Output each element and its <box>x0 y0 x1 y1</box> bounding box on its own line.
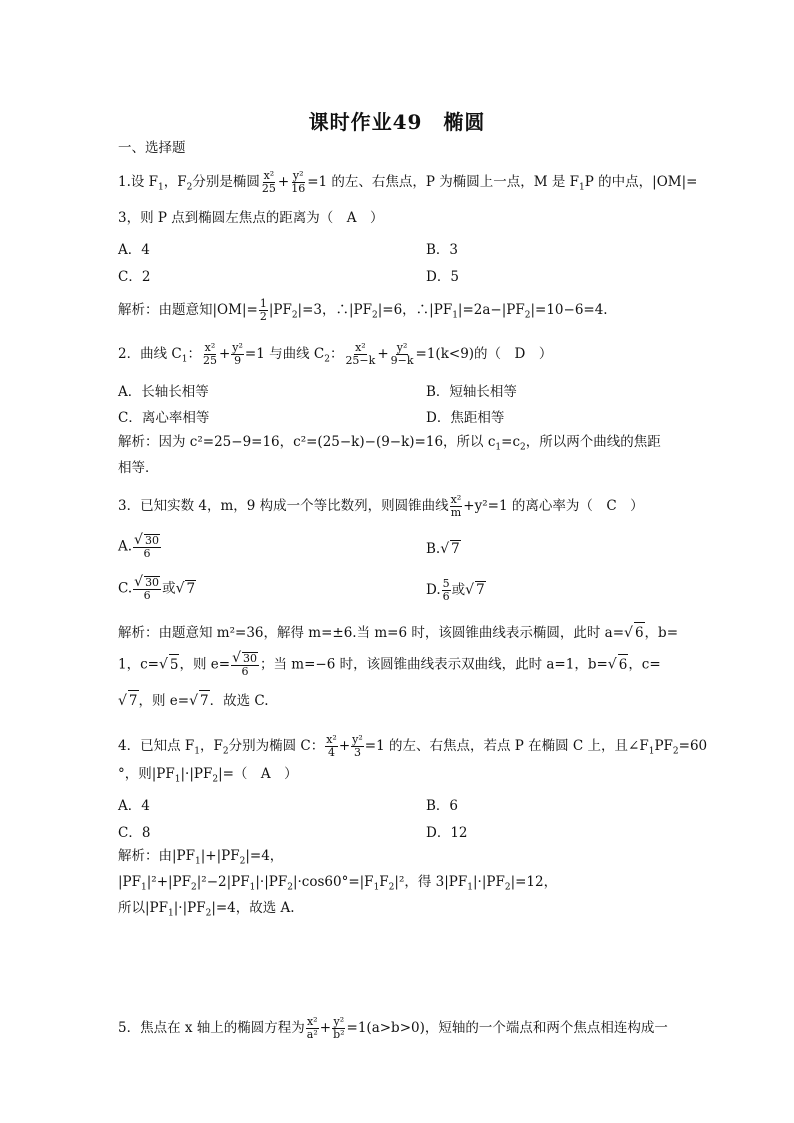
question-4-solution-end: 所以$|PF_1|\cdot|PF_2|=4$，故选 A. <box>118 900 295 919</box>
question-2-option-a: A．长轴长相等 <box>118 384 209 400</box>
question-3-option-a: A. $\frac{√ 30}{6}$ <box>118 532 159 560</box>
question-1-option-d: D．5 <box>426 269 459 285</box>
question-5-stem: 5．焦点在 x 轴上的椭圆方程为 $\frac{\text{x²}}{\text{a²}}$ + $\frac{\text{y²}}{\text{b²}}$ =1(a>b>0)，短轴的一个端点和两个焦点相连构成一 <box>118 1015 668 1041</box>
question-2-option-d: D．焦距相等 <box>426 410 505 426</box>
section-heading: 一、选择题 <box>118 140 186 156</box>
question-3-option-d: D. $\frac{5}{6}$ 或√ 7 <box>426 577 485 603</box>
fraction: $\frac{5}{6}$ <box>442 577 450 603</box>
fraction: $\frac{1}{2}$ <box>259 297 267 323</box>
question-4-stem: 4．已知点 $F_1$，$F_2$分别为椭圆 C： $\frac{\text{x²}}{4}$ + $\frac{\text{y²}}{3}$ =1 的左、右焦点，若点 P 在椭圆 C 上，且$\angle F_1PF_2=60$ <box>118 733 708 759</box>
question-4-option-c: C．8 <box>118 825 151 841</box>
question-4-solution-cont: $|PF_1|^2+|PF_2|^2-2|PF_1|\cdot|PF_2|\cdot\cos 60^\circ=|F_1F_2|^2$，得 $3|PF_1|\cdot|PF_2|=12$， <box>118 874 558 893</box>
page-title: 课时作业49 椭圆 <box>308 110 486 134</box>
sqrt-icon: √ <box>232 650 241 666</box>
question-4-stem-cont: °，则$|PF_1|\cdot|PF_2|=$（ A ） <box>118 766 298 785</box>
sqrt-icon: √ <box>624 625 633 641</box>
question-3-option-b: B.√ 7 <box>426 541 460 557</box>
sqrt-icon: √ <box>607 656 617 673</box>
fraction: $\frac{\text{y²}}{9-k}$ <box>390 341 414 367</box>
sqrt-icon: √ <box>134 574 144 590</box>
fraction: $\frac{\text{y²}}{\text{b²}}$ <box>333 1015 345 1041</box>
sqrt-icon: √ <box>440 541 450 557</box>
question-1-solution: 解析：由题意知|OM|= $\frac{1}{2}$ $|PF_2|=3$，$\therefore|PF_2|=6$，$\therefore|PF_1|=2a-|PF_2|=10-6=4$. <box>118 297 608 323</box>
sqrt-icon: √ <box>175 580 185 597</box>
question-2-option-b: B．短轴长相等 <box>426 384 517 400</box>
fraction: $\frac{\text{x²}}{25}$ <box>261 169 276 195</box>
question-3-solution-end: √ 7，则 e=√ 7．故选 C. <box>118 690 269 711</box>
fraction: $\frac{√ 30}{6}$ <box>134 532 159 560</box>
sqrt-icon: √ <box>134 532 143 548</box>
fraction: $\frac{\text{y²}}{16}$ <box>291 169 306 195</box>
question-1-stem-cont: 3，则 P 点到椭圆左焦点的距离为（ A ） <box>118 210 384 226</box>
fraction: $\frac{\text{x²}}{4}$ <box>326 733 337 759</box>
question-1-stem: 1.设 $F_1$，$F_2$分别是椭圆 $\frac{\text{x²}}{25}$ + $\frac{\text{y²}}{16}$ =1 的左、右焦点，P 为椭圆上一点，M 是 $F_1P$ 的中点，|OM|= <box>118 169 698 195</box>
question-2-option-c: C．离心率相等 <box>118 410 210 426</box>
fraction: $\frac{\text{y²}}{9}$ <box>232 341 243 367</box>
question-1-option-b: B．3 <box>426 242 459 258</box>
question-1-option-c: C．2 <box>118 269 151 285</box>
sqrt-icon: √ <box>118 693 127 709</box>
question-2-stem: 2．曲线 $C_1$： $\frac{\text{x²}}{25}$ + $\frac{\text{y²}}{9}$ =1 与曲线 $C_2$： $\frac{\text{x²}}{25-k}$ + $\frac{\text{y²}}{9-k}$ =1(k<9)的（ D ） <box>118 341 553 367</box>
fraction: $\frac{\text{x²}}{m}$ <box>450 493 462 519</box>
fraction: $\frac{√ 30}{6}$ <box>134 574 160 602</box>
question-4-option-a: A．4 <box>118 798 150 814</box>
question-1-option-a: A．4 <box>118 242 150 258</box>
question-2-solution: 解析：因为 c²=25−9=16，c²=(25−k)−(9−k)=16，所以 $c_1=c_2$，所以两个曲线的焦距 <box>118 434 661 453</box>
fraction: $\frac{\text{x²}}{25}$ <box>202 341 217 367</box>
fraction: $\frac{√ 30}{6}$ <box>232 650 257 678</box>
question-3-solution: 解析：由题意知 m²=36，解得 m=±6.当 m=6 时，该圆锥曲线表示椭圆，此时 a=√ 6，b= <box>118 622 678 643</box>
sqrt-icon: √ <box>189 693 199 709</box>
question-4-solution: 解析：由$|PF_1|+|PF_2|=4$， <box>118 848 284 867</box>
sqrt-icon: √ <box>158 656 168 673</box>
fraction: $\frac{\text{y²}}{3}$ <box>352 733 363 759</box>
fraction: $\frac{\text{x²}}{25-k}$ <box>345 341 376 367</box>
sqrt-icon: √ <box>465 582 475 598</box>
question-2-solution-cont: 相等． <box>118 460 159 476</box>
fraction: $\frac{\text{x²}}{\text{a²}}$ <box>306 1015 318 1041</box>
question-3-option-c: C. $\frac{√ 30}{6}$ 或√ 7 <box>118 574 196 602</box>
question-3-stem: 3．已知实数 4，m，9 构成一个等比数列，则圆锥曲线 $\frac{\text{x²}}{m}$ +y²=1 的离心率为（ C ） <box>118 493 644 519</box>
question-3-solution-cont: 1，c=√ 5，则 e= $\frac{√ 30}{6}$ ；当 m=−6 时，该圆锥曲线表示双曲线，此时 a=1，b=√ 6，c= <box>118 650 661 678</box>
question-4-option-d: D．12 <box>426 825 468 841</box>
question-4-option-b: B．6 <box>426 798 459 814</box>
